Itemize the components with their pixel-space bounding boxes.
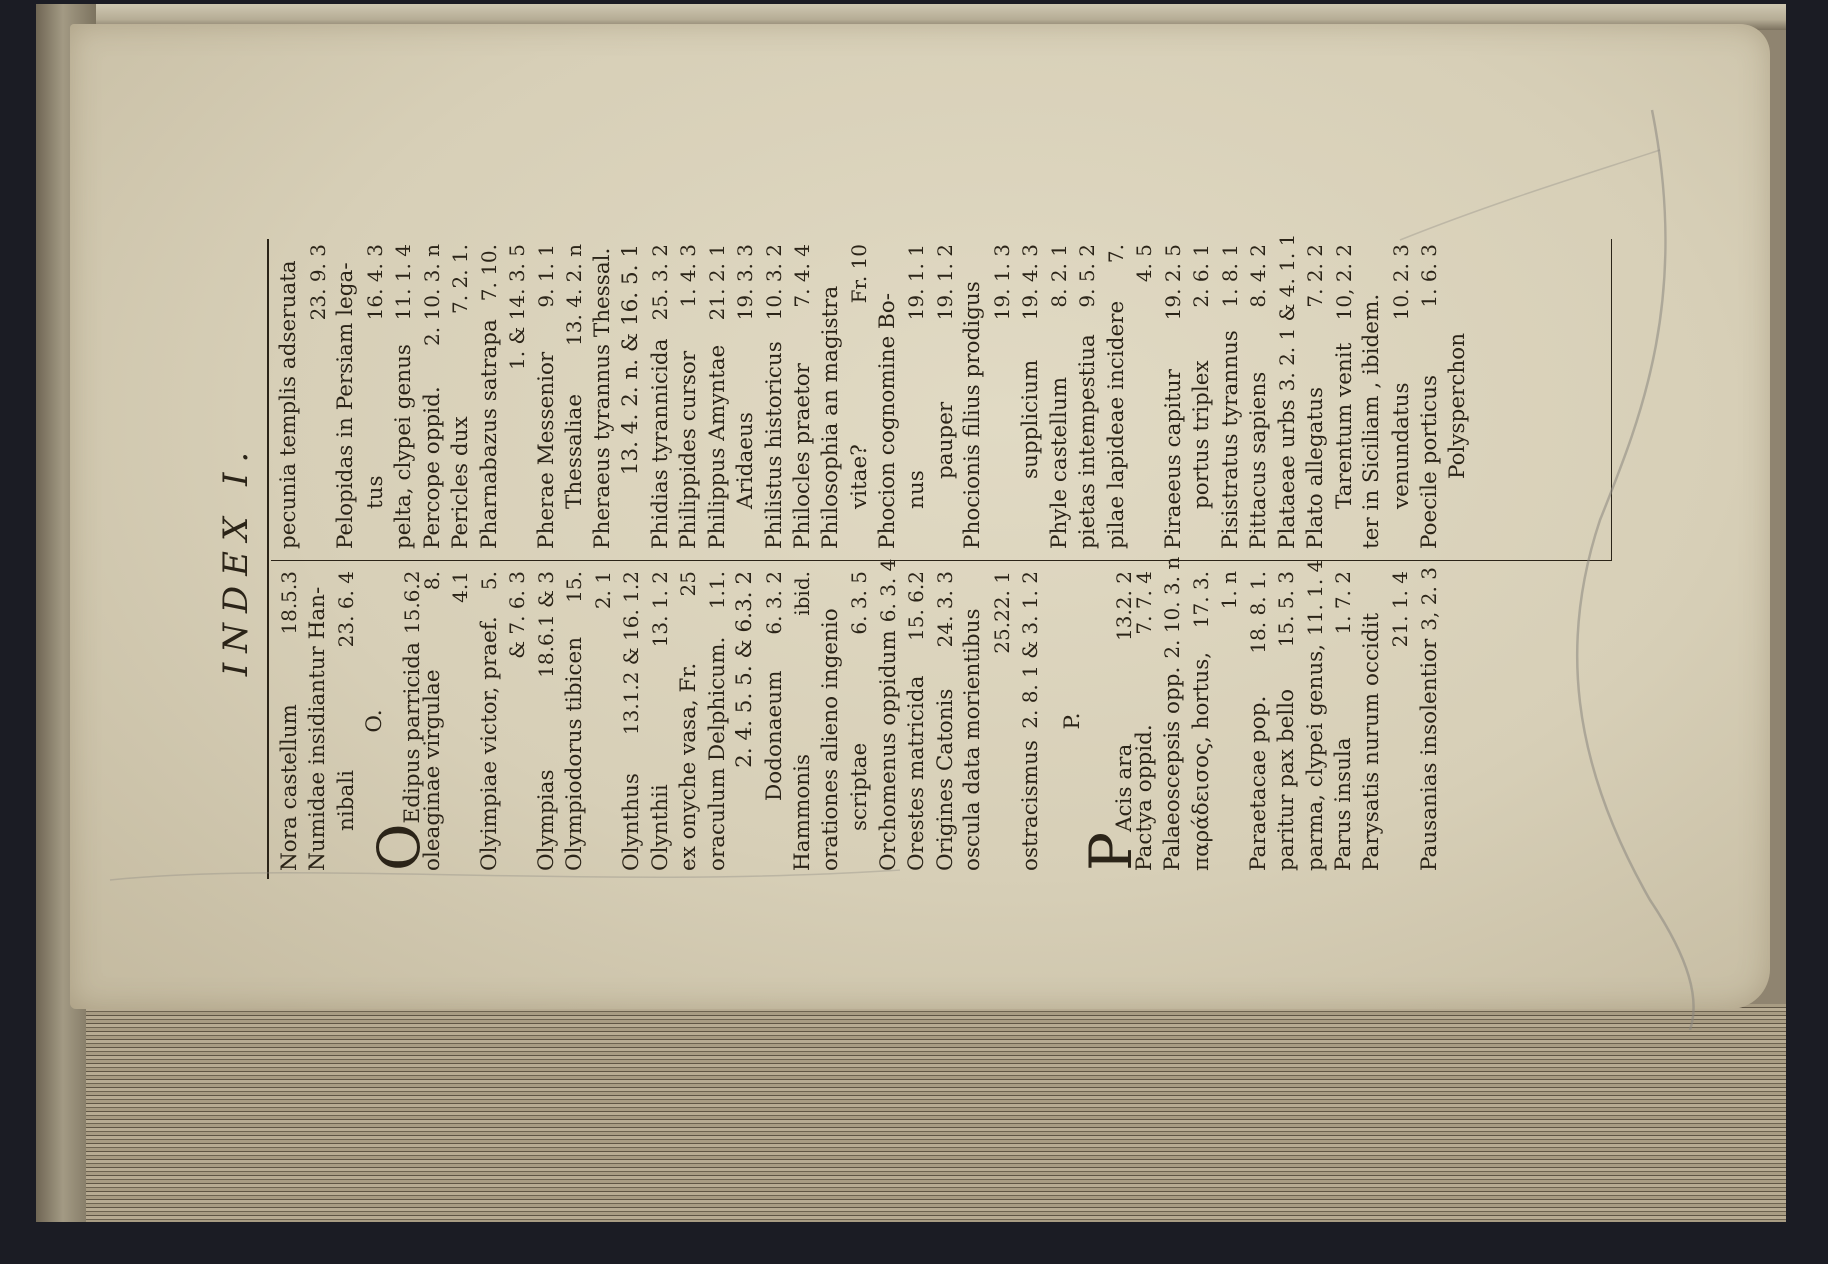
- index-term: Phyle castellum: [1046, 376, 1072, 549]
- index-column-right: [275, 233, 1472, 549]
- index-entry: [532, 571, 561, 871]
- index-reference: 6. 3. 5: [847, 571, 871, 635]
- index-entry: [1130, 571, 1159, 871]
- index-term: ex onyche vasa, Fr.: [676, 662, 701, 871]
- spacer: [1087, 571, 1101, 871]
- index-reference: 1. 7. 2: [1331, 571, 1355, 635]
- index-reference: 9. 5. 2: [1075, 244, 1099, 308]
- index-entry: [503, 244, 532, 549]
- index-term: O.: [361, 709, 387, 733]
- index-entry: [1130, 244, 1159, 549]
- index-term: ostracismus: [1018, 740, 1043, 871]
- header-rule: [267, 239, 269, 879]
- index-entry: [1329, 571, 1358, 871]
- index-term: paritur pax bello: [1274, 688, 1299, 871]
- index-reference: 7.: [1103, 244, 1128, 264]
- index-term: Olympias: [533, 769, 559, 871]
- index-reference: & 7. 6. 3: [505, 571, 529, 659]
- index-entry: [560, 244, 589, 549]
- index-entry: [703, 571, 732, 871]
- index-term: parma, clypei genus,: [1302, 643, 1328, 871]
- index-term: Olympiodorus tibicen: [562, 636, 587, 871]
- index-reference: 18. 8. 1.: [1245, 571, 1270, 654]
- index-entry: [560, 571, 589, 871]
- index-entry: [446, 571, 475, 871]
- index-reference: 19. 1. 3: [989, 244, 1014, 321]
- index-reference: 1. 4. 3: [676, 244, 700, 308]
- index-entry: [731, 244, 760, 549]
- index-reference: 11. 1. 4: [1302, 559, 1327, 636]
- index-reference: 7. 10.: [476, 244, 501, 302]
- index-entry: [1244, 571, 1273, 871]
- index-term: Plataeae urbs: [1274, 399, 1300, 549]
- index-entry: [1358, 571, 1387, 871]
- index-entry: [475, 571, 504, 871]
- index-term: orationes alieno ingenio: [817, 608, 843, 871]
- index-term: Orestes matricida: [904, 675, 929, 871]
- index-reference: 1. n: [1217, 571, 1241, 610]
- index-reference: 7. 2. 2: [1303, 244, 1327, 308]
- index-entry: [304, 571, 333, 871]
- index-entry: [674, 244, 703, 549]
- index-term: Pisistratus tyrannus: [1217, 330, 1243, 549]
- index-entry: [1301, 244, 1330, 549]
- index-reference: 11. 1. 4: [391, 244, 415, 321]
- index-entry: [332, 571, 361, 871]
- index-reference: 2. 1: [590, 571, 615, 610]
- index-term: Olynthus: [619, 773, 644, 871]
- index-reference: 10. 3. 2: [761, 244, 786, 321]
- index-entry: [1159, 244, 1188, 549]
- index-entry: [959, 571, 988, 871]
- index-entry: [1215, 571, 1244, 871]
- index-entry: [902, 244, 931, 549]
- index-reference: 23. 9. 3: [305, 244, 330, 321]
- index-reference: 1. & 14. 3. 5: [505, 244, 529, 370]
- index-entry: [418, 244, 447, 549]
- index-term: 13. 4. 2. n. & 16. 5. 1: [618, 244, 643, 476]
- index-reference: 15.: [562, 571, 586, 603]
- index-term: Palaeoscepsis opp.: [1160, 666, 1185, 871]
- index-term: venundatus: [1388, 382, 1414, 509]
- index-entry: [617, 571, 646, 871]
- index-reference: 13.1.2 & 16. 1.2: [619, 571, 643, 736]
- index-reference: 19. 1. 2: [932, 244, 957, 321]
- index-reference: 19. 1. 1: [904, 244, 928, 321]
- index-reference: 2. 10. 3. n: [419, 244, 444, 346]
- index-entry: [1330, 244, 1359, 549]
- index-reference: 16. 4. 3: [362, 244, 387, 321]
- index-reference: 21. 1. 4: [1388, 571, 1412, 648]
- index-entry: [988, 571, 1017, 871]
- index-term: Phocion cognomine Bo-: [874, 292, 900, 549]
- index-term: παράδεισος, hortus,: [1188, 651, 1214, 871]
- index-term: Aridaeus: [733, 412, 758, 509]
- index-entry: [275, 244, 304, 549]
- index-term: pietas intempestiua: [1075, 334, 1100, 549]
- index-entry: [1386, 571, 1415, 871]
- index-term: supplicium: [1018, 359, 1043, 479]
- index-entry: [959, 244, 988, 549]
- index-reference: 6. 3. 2: [761, 571, 786, 635]
- index-entry: [1387, 244, 1416, 549]
- index-reference: 15. 5. 3: [1274, 571, 1298, 648]
- index-reference: 21. 2. 1: [704, 244, 729, 321]
- index-entry: [361, 244, 390, 549]
- index-reference: 9. 1. 1: [533, 244, 558, 308]
- index-entry: [902, 571, 931, 871]
- index-reference: 10, 2. 2: [1331, 244, 1356, 321]
- index-reference: 1. 8. 1: [1217, 244, 1242, 308]
- index-entry: [760, 244, 789, 549]
- index-entry: [1301, 559, 1330, 871]
- index-entry: [1187, 571, 1216, 871]
- index-term: Phidias tyrannicida: [647, 338, 673, 549]
- index-reference: 19. 4. 3: [1018, 244, 1042, 321]
- index-entry: [275, 571, 304, 871]
- index-term: Pherae Messenior: [533, 351, 559, 549]
- footer-rule: [1611, 239, 1612, 561]
- index-term: nus: [904, 470, 929, 509]
- index-entry: [1358, 244, 1387, 549]
- index-entry: [1059, 571, 1088, 871]
- index-entry: [646, 571, 675, 871]
- index-term: vitae?: [847, 444, 872, 509]
- index-entry: [988, 244, 1017, 549]
- index-term: Philippus Amyntae: [704, 344, 730, 549]
- index-term: Parus insula: [1331, 737, 1356, 871]
- index-term: pilae lapideae incidere: [1103, 300, 1129, 549]
- index-entry: [1272, 571, 1301, 871]
- index-reference: 7. 4. 4: [790, 244, 814, 308]
- index-reference: 13. 1. 2: [647, 571, 672, 648]
- index-reference: 8.: [419, 571, 444, 591]
- index-entry: [760, 571, 789, 871]
- index-entry: [304, 244, 333, 549]
- index-reference: 18.6.1 & 3: [533, 571, 558, 678]
- index-term: ter in Siciliam , ibidem.: [1359, 293, 1384, 549]
- index-entry: [503, 571, 532, 871]
- index-entry: [1273, 233, 1302, 549]
- index-entry: [1073, 244, 1102, 549]
- index-term: portus triplex: [1189, 360, 1214, 509]
- index-reference: 8. 4. 2: [1246, 244, 1270, 308]
- index-term: Plato allegatus: [1303, 387, 1328, 549]
- index-term: Tarentum venit: [1331, 342, 1357, 509]
- page-stack-edges: [86, 1004, 1786, 1222]
- index-reference: 18.5.3: [277, 571, 301, 635]
- index-entry: [389, 244, 418, 549]
- index-term: Numidae insidiantur Han-: [304, 586, 330, 871]
- index-entry: [589, 244, 618, 549]
- index-term: Pausanias insolentior: [1416, 638, 1442, 871]
- index-term: Pheraeus tyrannus Thessal.: [589, 247, 615, 549]
- index-reference: 13. 4. 2. n: [562, 244, 586, 346]
- index-term: Pharnabazus satrapa: [476, 319, 502, 549]
- index-term: pauper: [932, 401, 958, 479]
- index-reference: 4.1: [448, 571, 472, 603]
- index-reference: 24. 3. 3: [932, 571, 957, 648]
- index-term: Polysperchon: [1444, 332, 1470, 479]
- index-term: OEdipus parricida: [365, 642, 433, 871]
- index-term: pelta, clypei genus: [391, 344, 416, 549]
- index-reference: 15.6.2: [400, 570, 424, 635]
- index-term: Paraetacae pop.: [1245, 695, 1271, 871]
- index-entry: [646, 244, 675, 549]
- index-entry: [1244, 244, 1273, 549]
- index-entry: [446, 244, 475, 549]
- index-entry: [1016, 571, 1045, 871]
- index-reference: 1. 6. 3: [1417, 244, 1441, 308]
- index-reference: 25: [676, 571, 700, 597]
- index-entry: [589, 571, 618, 871]
- index-entry: [617, 244, 646, 549]
- column-divider: [271, 560, 1611, 561]
- index-entry: [1045, 244, 1074, 549]
- index-reference: 8. 2. 1: [1046, 244, 1071, 308]
- index-reference: Fr. 10: [847, 244, 871, 304]
- index-entry: [332, 244, 361, 549]
- index-entry: [1158, 556, 1187, 871]
- spacer: [1045, 571, 1059, 871]
- index-term: oscula data morientibus: [960, 608, 985, 871]
- index-term: oraculum Delphicum.: [704, 636, 730, 871]
- index-reference: 3, 2. 3: [1416, 567, 1441, 631]
- index-reference: 25.22. 1: [989, 571, 1014, 654]
- index-reference: 1.1.: [704, 571, 729, 610]
- index-term: Thessaliae: [562, 393, 587, 509]
- index-term: Parysatis nurum occidit: [1358, 612, 1384, 871]
- index-reference: 7. 7. 4: [1131, 571, 1156, 635]
- index-entry: [788, 244, 817, 549]
- index-term: Olyimpiae victor, praef.: [476, 616, 502, 871]
- index-entry: [1415, 244, 1444, 549]
- index-term: Pericles dux: [448, 416, 473, 549]
- index-term: Philosophia an magistra: [817, 285, 843, 549]
- index-entry: [874, 244, 903, 549]
- index-term: scriptae: [847, 742, 872, 831]
- index-reference: 5.: [476, 571, 501, 591]
- index-entry: [817, 244, 846, 549]
- index-entry: [731, 571, 760, 871]
- index-entry: [845, 244, 874, 549]
- index-term: nibali: [334, 769, 359, 831]
- index-term: Origines Catonis: [932, 688, 958, 871]
- index-term: oleaginae virgulae: [419, 669, 445, 871]
- index-term: Dodonaeum: [761, 670, 787, 801]
- index-term: Pactya oppid.: [1131, 724, 1157, 871]
- index-reference: 19. 2. 5: [1160, 244, 1185, 321]
- index-term: Piraeeus capitur: [1160, 369, 1186, 549]
- index-reference: 6. 3. 4: [875, 558, 900, 623]
- index-entry: [1415, 567, 1444, 871]
- index-term: Pelopidas in Persiam lega-: [333, 262, 358, 549]
- rotated-text-block: [205, 233, 1675, 879]
- index-reference: 7. 2. 1.: [448, 244, 472, 314]
- index-reference: 23. 6. 4: [334, 571, 358, 648]
- index-term: tus: [362, 475, 388, 509]
- index-entry: [817, 571, 846, 871]
- index-entry: [1187, 244, 1216, 549]
- index-entry: [1102, 244, 1131, 549]
- index-term: Philistus historicus: [761, 341, 787, 549]
- index-reference: 2. 6. 1: [1189, 244, 1213, 308]
- index-term: Phocionis filius prodigus: [960, 281, 985, 549]
- index-column-left: [275, 556, 1443, 871]
- index-term: 2. 4. 5. 5. & 6.3. 2: [732, 571, 757, 768]
- index-page: [70, 24, 1770, 1009]
- index-term: Hammonis: [790, 753, 815, 871]
- index-term: Olynthii: [647, 784, 673, 871]
- index-entry: [1216, 244, 1245, 549]
- index-reference: 2. 10. 3. n: [1160, 556, 1184, 659]
- index-reference: 4. 5: [1132, 244, 1156, 283]
- index-reference: ibid.: [790, 571, 814, 616]
- index-term: Pittacus sapiens: [1246, 371, 1271, 549]
- index-entry: [874, 558, 903, 871]
- index-entry: [703, 244, 732, 549]
- index-term: Nora castellum: [277, 704, 302, 871]
- index-reference: 25. 3. 2: [647, 244, 672, 321]
- index-entry: [931, 571, 960, 871]
- index-term: Philocles praetor: [790, 363, 815, 549]
- index-term: pecunia templis adseruata: [276, 260, 301, 549]
- index-reference: 19. 3. 3: [733, 244, 757, 321]
- index-reference: 2. 8. 1 & 3. 1. 2: [1018, 571, 1042, 729]
- index-entry: [931, 244, 960, 549]
- index-term: Percope oppid.: [419, 386, 445, 549]
- index-reference: 13.2. 2: [1112, 571, 1136, 641]
- index-entry: [532, 244, 561, 549]
- page-title: INDEX I.: [216, 441, 256, 677]
- index-entry: [845, 571, 874, 871]
- index-reference: 15. 6.2: [904, 571, 928, 641]
- index-reference: 3. 2. 1 & 4. 1. 1: [1274, 233, 1299, 392]
- index-term: P.: [1059, 712, 1085, 730]
- index-term: Philippides cursor: [676, 350, 701, 549]
- index-entry: [674, 571, 703, 871]
- index-entry: [475, 244, 504, 549]
- index-reference: 17. 3.: [1188, 571, 1213, 629]
- index-entry: [1016, 244, 1045, 549]
- index-entry: [1444, 244, 1473, 549]
- index-term: Poecile porticus: [1417, 374, 1442, 549]
- index-term: Orchomenus oppidum: [875, 630, 901, 871]
- index-term: PAcis ara: [1077, 743, 1145, 871]
- index-reference: 10. 2. 3: [1388, 244, 1413, 321]
- index-entry: [788, 571, 817, 871]
